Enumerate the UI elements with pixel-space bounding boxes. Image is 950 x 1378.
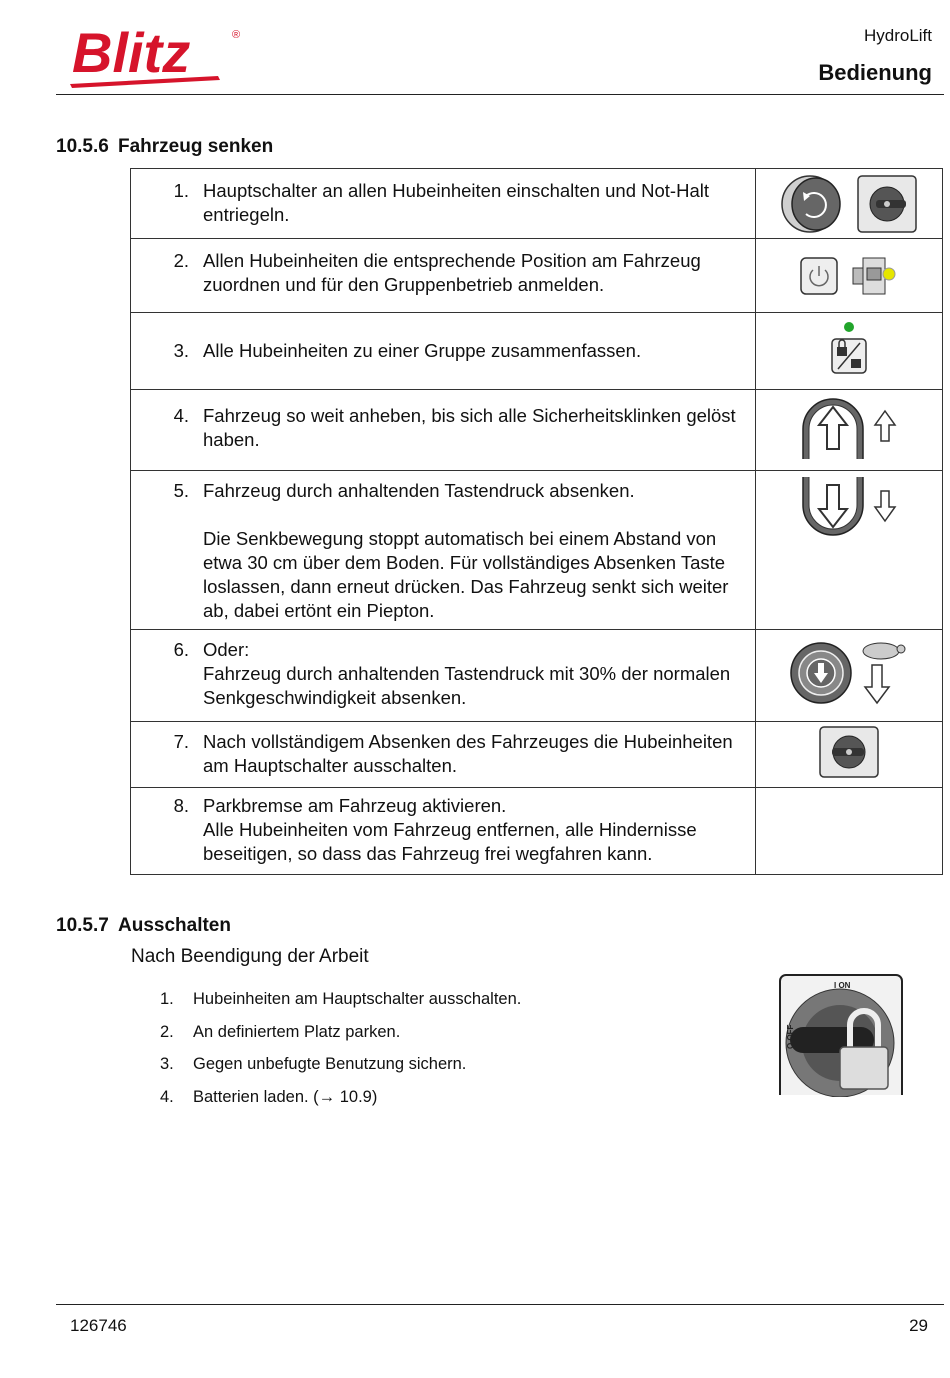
section-title: Fahrzeug senken (118, 136, 274, 157)
table-row (131, 788, 943, 875)
page-number: 29 (909, 1316, 928, 1335)
step-number: 8. (173, 795, 189, 816)
document-number: 126746 (70, 1316, 127, 1335)
step-number: 1. (173, 180, 189, 201)
step-number: 7. (173, 731, 189, 752)
blitz-logo (68, 22, 246, 92)
footer-divider (56, 1304, 944, 1305)
list-text: Batterien laden. (→ 10.9) (193, 1087, 378, 1106)
step-number: 6. (173, 639, 189, 660)
section-title: Ausschalten (118, 915, 231, 936)
list-number: 2. (160, 1022, 174, 1041)
logo-text: Blitz (72, 22, 191, 84)
switch-on-label: I ON (834, 981, 851, 990)
section-heading-lower (56, 136, 273, 158)
steps-table (130, 168, 943, 875)
step-text: Allen Hubeinheiten die entsprechende Position am Fahrzeug zuordnen und für den Gruppenbetrieb anmelden. (203, 250, 701, 295)
group-lock-icon (829, 319, 869, 379)
intro-text: Nach Beendigung der Arbeit (131, 946, 369, 967)
header-divider (56, 94, 944, 95)
list-text: An definiertem Platz parken. (193, 1022, 401, 1041)
logo-registered-mark: ® (232, 29, 241, 41)
table-row (131, 390, 943, 471)
shutdown-list (160, 990, 521, 1120)
list-item (160, 1055, 521, 1088)
section-number: 10.5.6 (56, 136, 109, 157)
step-number: 5. (173, 480, 189, 501)
section-name: Bedienung (818, 60, 932, 85)
lift-up-icon (799, 395, 899, 461)
list-item (160, 1088, 521, 1121)
step-number: 4. (173, 405, 189, 426)
switch-off-label: O OFF (786, 1024, 795, 1049)
table-row (131, 471, 943, 630)
table-row (131, 313, 943, 390)
padlocked-main-switch-icon (778, 973, 904, 1097)
list-number: 1. (160, 990, 174, 1008)
step-number: 2. (173, 250, 189, 271)
list-text: Gegen unbefugte Benutzung sichern. (193, 1055, 467, 1074)
list-text: Hubeinheiten am Hauptschalter ausschalten. (193, 990, 522, 1008)
slow-lower-icon (789, 637, 909, 709)
table-row (131, 239, 943, 313)
main-switch-icon (856, 174, 918, 234)
table-row (131, 169, 943, 239)
empty-icon-cell (756, 788, 943, 875)
section-number: 10.5.7 (56, 915, 109, 936)
list-number: 3. (160, 1055, 174, 1074)
product-name: HydroLift (863, 26, 932, 45)
list-item (160, 1023, 521, 1056)
step-text: Parkbremse am Fahrzeug aktivieren. Alle Hubeinheiten vom Fahrzeug entfernen, alle Hindernisse beseitigen, so dass das Fahrzeug frei wegfahren kann. (203, 795, 697, 864)
step-note: Die Senkbewegung stoppt automatisch bei einem Abstand von etwa 30 cm über dem Boden. Für vollständiges Absenken Taste loslassen, dann erneut drücken. Das Fahrzeug senkt sich weiter ab, dabei ertönt ein Piepton. (203, 528, 729, 621)
lower-icon (799, 471, 899, 537)
main-switch-off-icon (818, 725, 880, 779)
step-number: 3. (173, 340, 189, 361)
lift-position-icon (851, 254, 899, 298)
emergency-stop-icon (780, 174, 846, 234)
section-heading-off (56, 915, 231, 937)
table-row (131, 722, 943, 788)
list-number: 4. (160, 1087, 174, 1106)
step-text: Alle Hubeinheiten zu einer Gruppe zusammenfassen. (203, 340, 642, 361)
step-text: Fahrzeug so weit anheben, bis sich alle Sicherheitsklinken gelöst haben. (203, 405, 736, 450)
table-row (131, 630, 943, 722)
step-text: Nach vollständigem Absenken des Fahrzeuges die Hubeinheiten am Hauptschalter ausschalten. (203, 731, 733, 776)
step-text: Oder: Fahrzeug durch anhaltenden Tastendruck mit 30% der normalen Senkgeschwindigkeit absenken. (203, 639, 731, 708)
step-text: Fahrzeug durch anhaltenden Tastendruck absenken. (203, 480, 635, 501)
list-item (160, 990, 521, 1023)
step-text: Hauptschalter an allen Hubeinheiten einschalten und Not-Halt entriegeln. (203, 180, 709, 225)
power-button-icon (799, 256, 839, 296)
